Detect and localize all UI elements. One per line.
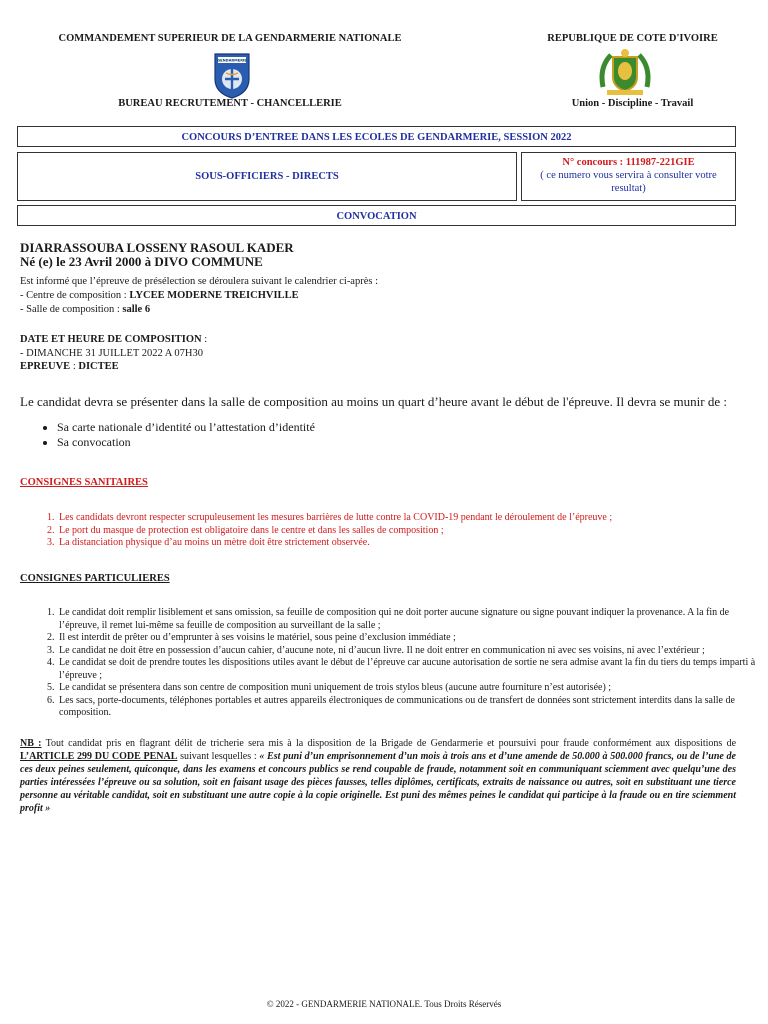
candidate-name: DIARRASSOUBA LOSSENY RASOUL KADER — [20, 240, 294, 255]
centre-line — [20, 289, 299, 302]
particuliere-item: 2. Il est interdit de prêter ou d’emprunter à ses voisins le matériel, sous peine d’exclusion immédiate ; — [57, 632, 762, 645]
salle-label: - Salle de composition : — [20, 304, 123, 315]
particuliere-item: 1. Le candidat doit remplir lisiblement et sans omission, sa feuille de composition qui ne doit porter aucune signature ou signe pouvant indiquer la provenance. A la fin de l’épreuve, il remet lui-même sa feuille de composition au surveillant de la salle ; — [57, 607, 762, 632]
republic-title: REPUBLIQUE DE COTE D'IVOIRE — [547, 33, 718, 44]
intro-text: Est informé que l’épreuve de présélection se déroulera suivant le calendrier ci-après : — [20, 276, 379, 287]
particulieres-list — [20, 607, 762, 720]
date-label: DATE ET HEURE DE COMPOSITION — [20, 334, 202, 345]
document-item: • Sa carte nationale d’identité ou l’attestation d’identité — [57, 420, 315, 435]
epreuve-line — [20, 360, 119, 373]
date-heading — [20, 333, 207, 346]
sanitaires-list — [20, 512, 768, 550]
particulieres-title: CONSIGNES PARTICULIERES — [20, 573, 170, 584]
documents-list — [20, 420, 315, 450]
bureau-subtitle: BUREAU RECRUTEMENT - CHANCELLERIE — [118, 98, 342, 109]
epreuve-label: EPREUVE — [20, 361, 71, 372]
footer-copyright: © 2022 - GENDARMERIE NATIONALE. Tous Droits Réservés — [266, 999, 502, 1009]
document-item: • Sa convocation — [57, 435, 315, 450]
sanitaires-title: CONSIGNES SANITAIRES — [20, 477, 148, 488]
epreuve-sep: : — [70, 361, 79, 372]
concours-box — [17, 126, 736, 147]
particuliere-item: 6. Les sacs, porte-documents, téléphones portables et autres appareils électroniques de communications ou de transfert de données sont strictement interdits dans la salle de composition. — [57, 695, 762, 720]
nb-quote: « Est puni d’un emprisonnement d’un mois à trois ans et d’une amende de 50.000 à 500.000 francs, ou de l’une de ces deux peines seulement, quiconque, dans les examens et concours publics se rend coupable de fraude, notamment soit en communiquant sciemment avec quelqu’une des parties intéressées l’épreuve ou sa solution, soit en faisant usage des pièces fausses, telles diplômes, certificats, extraits de naissance ou autres, soit en substituant une tierce personne au véritable candidat, soit en substituant une autre copie à la copie originelle. Est puni des mêmes peines le candidat qui participe à la fraude ou en tire sciemment profit » — [20, 751, 736, 814]
epreuve-value: DICTEE — [78, 361, 119, 372]
convocation-box — [17, 205, 736, 226]
particuliere-item: 4. Le candidat se doit de prendre toutes les dispositions utiles avant le début de l’épreuve car aucune autorisation de sortie ne sera admise avant la fin du tiers du temps imparti à l’épreuve ; — [57, 657, 762, 682]
centre-label: - Centre de composition : — [20, 290, 130, 301]
nb-text2: suivant lesquelles : — [177, 751, 260, 762]
category-box — [17, 152, 517, 201]
presence-text: Le candidat devra se présenter dans la salle de composition au moins un quart d’heure avant le début de l'épreuve. Il devra se munir de : — [20, 394, 727, 409]
number-note: ( ce numero vous servira à consulter votre resultat) — [540, 170, 717, 194]
particuliere-item: 5. Le candidat se présentera dans son centre de composition muni uniquement de trois stylos bleus (aucune autre fourniture n’est autorisée) ; — [57, 682, 762, 695]
sanitaire-item: 1. Les candidats devront respecter scrupuleusement les mesures barrières de lutte contre la COVID-19 pendant le déroulement de l’épreuve ; — [57, 512, 768, 525]
coat-of-arms — [597, 47, 653, 97]
centre-value: LYCEE MODERNE TREICHVILLE — [129, 290, 299, 301]
nb-paragraph — [20, 737, 736, 815]
convocation-title: CONVOCATION — [336, 211, 417, 222]
nb-article: L’ARTICLE 299 DU CODE PENAL — [20, 751, 178, 762]
nb-text1: Tout candidat pris en flagrant délit de tricherie sera mis à la disposition de la Brigade de Gendarmerie et poursuivi pour fraude conformément aux dispositions de — [41, 738, 737, 749]
command-title: COMMANDEMENT SUPERIEUR DE LA GENDARMERIE NATIONALE — [58, 33, 402, 44]
category-label: SOUS-OFFICIERS - DIRECTS — [195, 171, 339, 182]
particuliere-item: 3. Le candidat ne doit être en possession d’aucun cahier, d’aucune note, ni d’aucun livre. Il ne doit entrer en communication ni avec ses voisins, ni avec l’extérieur ; — [57, 645, 762, 658]
date-value: - DIMANCHE 31 JUILLET 2022 A 07H30 — [20, 348, 203, 359]
nb-label: NB : — [20, 738, 42, 749]
salle-line — [20, 303, 150, 316]
svg-text:GENDARMERIE: GENDARMERIE — [217, 58, 247, 63]
date-sep: : — [201, 334, 208, 345]
concours-title: CONCOURS D’ENTREE DANS LES ECOLES DE GENDARMERIE, SESSION 2022 — [181, 132, 572, 143]
candidate-birth: Né (e) le 23 Avril 2000 à DIVO COMMUNE — [20, 254, 263, 269]
salle-value: salle 6 — [122, 304, 151, 315]
number-box — [521, 152, 736, 201]
republic-motto: Union - Discipline - Travail — [571, 98, 694, 109]
concours-number: N° concours : 111987-221GIE — [562, 157, 695, 168]
sanitaire-item: 2. Le port du masque de protection est obligatoire dans le centre et dans les salles de composition ; — [57, 525, 768, 538]
sanitaire-item: 3. La distanciation physique d’au moins un mètre doit être strictement observée. — [57, 537, 768, 550]
gendarmerie-logo — [212, 51, 252, 99]
